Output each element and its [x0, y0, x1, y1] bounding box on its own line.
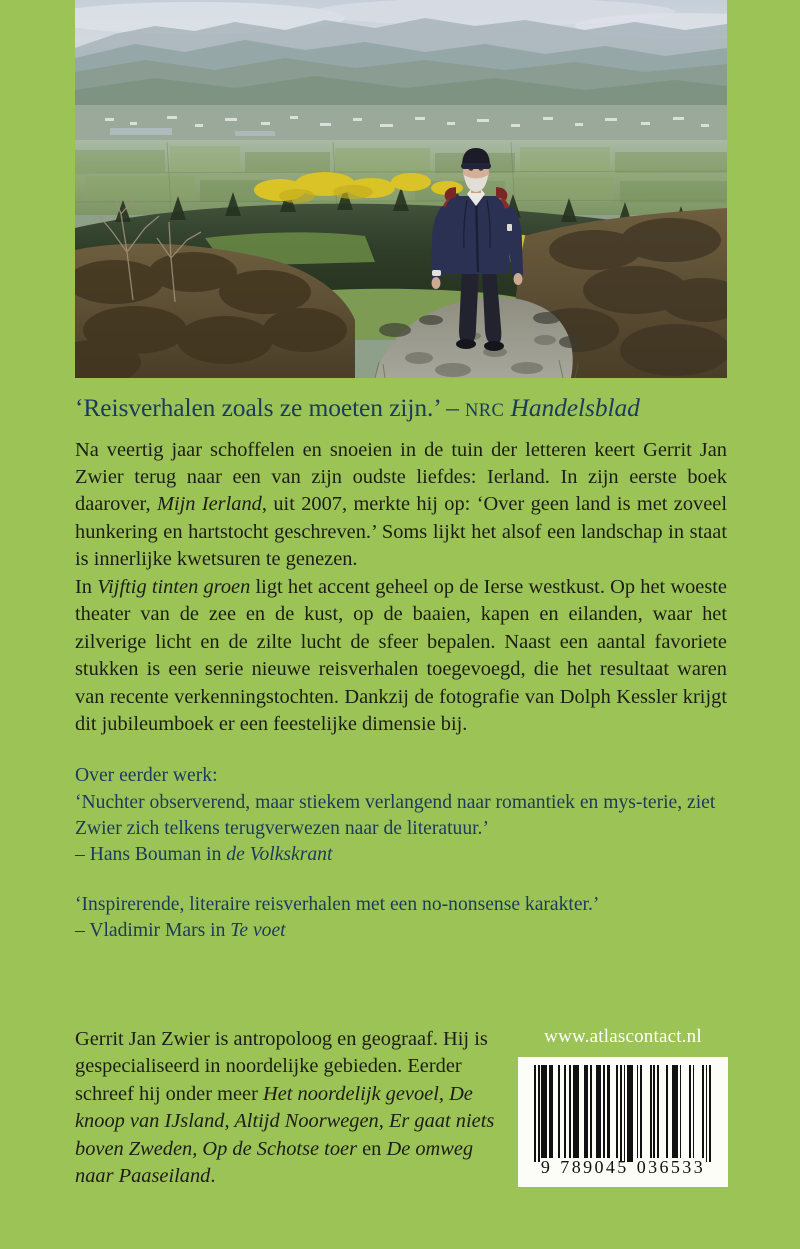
praise-section-two — [75, 892, 727, 945]
book-title-vijftig-tinten-groen: Vijftig tinten groen — [97, 575, 251, 598]
blurb — [75, 437, 727, 739]
author-bio — [75, 1026, 500, 1191]
cover-photograph — [75, 0, 727, 378]
author-other-titles: Het noordelijk gevoel, De knoop van IJsland, Altijd Noorwegen, Er gaat niets boven Zweden, Op de Schotse toer — [75, 1082, 495, 1160]
praise-attribution-2 — [75, 918, 727, 944]
author-other-title-last: De omweg naar Paaseiland — [75, 1137, 474, 1188]
praise-attribution-1 — [75, 842, 727, 868]
author-bio-text: Gerrit Jan Zwier is antropoloog en geograaf. Hij is gespecialiseerd in noordelijke gebieden. Eerder schreef hij onder meer — [75, 1028, 488, 1105]
barcode-lead-digit: 9 — [540, 1157, 553, 1177]
barcode-bars — [534, 1065, 712, 1158]
pull-quote — [75, 392, 727, 424]
blurb-paragraph-1 — [75, 437, 727, 574]
praise-attribution-prefix: – Hans Bouman in — [75, 844, 227, 866]
blurb-text: In — [75, 575, 98, 598]
praise-quote-1: ‘Nuchter observerend, maar stiekem verlangend naar romantiek en mys-terie, ziet Zwier zich telkens terugverwezen naar de literatuur.’ — [75, 791, 716, 840]
blurb-paragraph-2 — [75, 574, 727, 739]
barcode-group-right: 036533 — [636, 1157, 706, 1177]
praise-heading: Over eerder werk: — [75, 765, 218, 787]
pull-quote-text: ‘Reisverhalen zoals ze moeten zijn.’ – — [75, 393, 466, 422]
praise-section-one — [75, 763, 727, 868]
blurb-text: Na veertig jaar schoffelen en snoeien in de tuin der letteren keert Gerrit Jan Zwier terug naar een van zijn oudste liefdes: Ierland. In zijn eerste boek daarover, — [75, 438, 727, 516]
barcode-digits — [518, 1157, 728, 1178]
praise-attribution-source: Te voet — [230, 920, 286, 942]
book-title-mijn-ierland: Mijn Ierland — [156, 493, 262, 516]
author-bio-text: . — [210, 1165, 216, 1188]
pull-quote-source-abbrev: NRC — [465, 401, 505, 421]
barcode-group-left: 789045 — [560, 1157, 629, 1177]
praise-attribution-source: de Volkskrant — [226, 844, 333, 866]
blurb-text: ligt het accent geheel op de Ierse westkust. Op het woeste theater van de zee en de kust, op de baaien, kapen en eilanden, waar het zilverige licht en de zilte lucht de sfeer bepalen. Naast een aantal favoriete stukken is een serie nieuwe reisverhalen toegevoegd, die het resultaat waren van recente verkenningstochten. Dankzij de fotografie van Dolph Kessler krijgt dit jubileumboek er een feestelijke dimensie bij. — [75, 575, 727, 735]
praise-attribution-prefix: – Vladimir Mars in — [75, 920, 231, 942]
author-bio-text: en — [357, 1137, 387, 1160]
publisher-website-url[interactable]: www.atlascontact.nl — [544, 1026, 702, 1047]
praise-quote-2: ‘Inspirerende, literaire reisverhalen met een no-nonsense karakter.’ — [75, 893, 600, 915]
back-cover-text-column — [75, 392, 727, 944]
pull-quote-source-title: Handelsblad — [504, 393, 640, 422]
isbn-barcode — [518, 1057, 728, 1187]
blurb-text: , uit 2007, merkte hij op: ‘Over geen land is met zoveel hunkering en hartstocht geschreven.’ Soms lijkt het alsof een landschap in staat is innerlijke kwetsuren te genezen. — [75, 493, 728, 571]
landscape-photo-illustration — [75, 0, 727, 378]
